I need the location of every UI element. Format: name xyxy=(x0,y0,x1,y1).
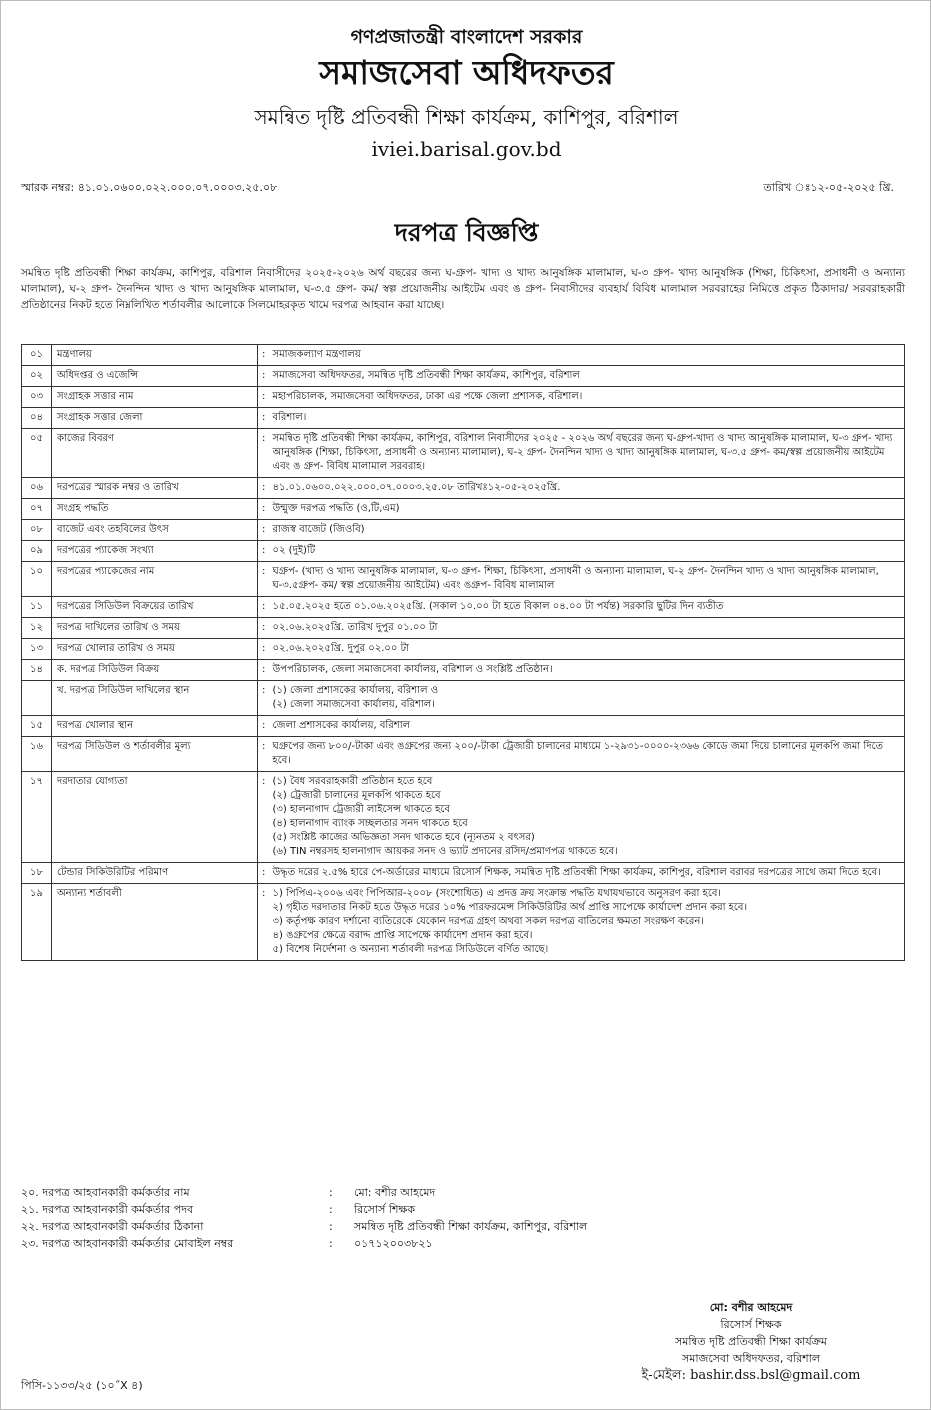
row-value xyxy=(268,429,905,478)
row-value-line: (২) জেলা সমাজসেবা কার্যালয়, বরিশাল। xyxy=(272,699,435,710)
row-label: দরপত্রের প্যাকেজের নাম xyxy=(52,562,258,597)
table-row xyxy=(22,366,905,387)
officer-colon: : xyxy=(329,1186,333,1199)
row-value-line: ১) পিপিএ-২০০৬ এবং পিপিআর-২০০৮ (সংশোধিত) এ প্রদত্ত ক্রয় সংক্রান্ত পদ্ধতি যথাযথভাবে অনুসরণ করা হবে। xyxy=(272,888,721,899)
row-number: ০২ xyxy=(22,366,52,387)
table-row xyxy=(22,499,905,520)
row-number: ০৬ xyxy=(22,478,52,499)
table-row xyxy=(22,737,905,772)
table-row xyxy=(22,660,905,681)
table-row xyxy=(22,863,905,884)
row-value-line: (৩) হালনাগাদ ট্রেজারী লাইসেন্স থাকতে হবে xyxy=(272,804,451,815)
row-value xyxy=(268,562,905,597)
row-value-line: ৩) কর্তৃপক্ষ কারণ দর্শানো ব্যতিরেকে যেকোন দরপত্র গ্রহণ অথবা সকল দরপত্র বাতিলের ক্ষমতা সংরক্ষণ করেন। xyxy=(272,916,704,927)
row-label: দরপত্রের প্যাকেজ সংখ্যা xyxy=(52,541,258,562)
officer-value: সমন্বিত দৃষ্টি প্রতিবন্ধী শিক্ষা কার্যক্রম, কাশিপুর, বরিশাল xyxy=(354,1220,588,1233)
row-value xyxy=(268,541,905,562)
table-row xyxy=(22,772,905,863)
table-row xyxy=(22,597,905,618)
government-name: গণপ্রজাতন্ত্রী বাংলাদেশ সরকার xyxy=(350,26,583,48)
row-number: ১৬ xyxy=(22,737,52,772)
row-number: ০৫ xyxy=(22,429,52,478)
officer-label: ২১. দরপত্র আহবানকারী কর্মকর্তার পদব xyxy=(21,1203,194,1216)
row-value-line: ঘগ্রুপের জন্য ৮০০/-টাকা এবং ঙগ্রুপের জন্য ২০০/-টাকা ট্রেজারী চালানের মাধ্যমে ১-২৯৩১-০০০০-২৩৬৬ কোডে জমা দিয়ে চালানের মূলকপি জমা দিতে হবে। xyxy=(272,741,883,766)
row-colon: : xyxy=(258,478,268,499)
row-value-line: ২) গৃহীত দরদাতার নিকট হতে উদ্ধৃত দরের ১০% পারফরমেন্স সিকিউরিটির অর্থ প্রাপ্তি সাপেক্ষে কার্যাদেশ প্রদান করা হবে। xyxy=(272,902,748,913)
row-value-line: রাজস্ব বাজেট (জিওবি) xyxy=(272,524,365,535)
row-number: ১১ xyxy=(22,597,52,618)
row-value-line: ঘগ্রুপ- (খাদ্য ও খাদ্য আনুষঙ্গিক মালামাল, ঘ-৩ গ্রুপ- শিক্ষা, চিকিৎসা, প্রসাধনী ও অন্যান্য মালামাল, ঘ-২ গ্রুপ- দৈনন্দিন খাদ্য ও খাদ্য আনুষঙ্গিক মালামাল, ঘ-৩.৫গ্রুপ- কম/ স্বল্প প্রয়োজনীয় আইটেম) এবং ঙগ্রুপ- বিবিধ মালামাল xyxy=(272,566,879,591)
row-number: ১৯ xyxy=(22,884,52,961)
table-row xyxy=(22,884,905,961)
row-value-line: মহাপরিচালক, সমাজসেবা অধিদফতর, ঢাকা এর পক্ষে জেলা প্রশাসক, বরিশাল। xyxy=(272,391,583,402)
row-value-line: উদ্ধৃত দরের ২.৫% হারে পে-অর্ডারের মাধ্যমে রিসোর্স শিক্ষক, সমন্বিত দৃষ্টি প্রতিবন্ধী শিক্ষা কার্যক্রম, কাশিপুর, বরিশাল বরাবর দরপত্রের সাথে জমা দিতে হবে। xyxy=(272,867,881,878)
row-label: দরপত্র খোলার স্থান xyxy=(52,716,258,737)
row-value-line: ০২ (দুই)টি xyxy=(272,545,316,556)
row-value-line: উপপরিচালক, জেলা সমাজসেবা কার্যালয়, বরিশাল ও সংশ্লিষ্ট প্রতিষ্ঠান। xyxy=(272,664,553,675)
tender-details-table xyxy=(21,344,905,961)
row-value-line: ০২.০৬.২০২৫খ্রি. তারিখ দুপুর ০১.০০ টা xyxy=(272,622,438,633)
row-value xyxy=(268,499,905,520)
row-number: ০৮ xyxy=(22,520,52,541)
row-value-line: ৫) বিশেষ নির্দেশনা ও অন্যান্য শর্তাবলী দরপত্র সিডিউলে বর্ণিত আছে। xyxy=(272,944,549,955)
signatory-program: সমন্বিত দৃষ্টি প্রতিবন্ধী শিক্ষা কার্যক্রম xyxy=(675,1335,827,1348)
row-colon: : xyxy=(258,387,268,408)
row-label: দরপত্রের সিডিউল বিক্রয়ের তারিখ xyxy=(52,597,258,618)
signatory-name: মো: বশীর আহমেদ xyxy=(709,1301,793,1314)
row-value xyxy=(268,387,905,408)
row-value-line: উন্মুক্ত দরপত্র পদ্ধতি (ও,টি,এম) xyxy=(272,503,400,514)
row-value xyxy=(268,716,905,737)
table-row xyxy=(22,345,905,366)
signature-block xyxy=(591,1299,911,1384)
row-label: দরপত্র খোলার তারিখ ও সময় xyxy=(52,639,258,660)
officer-colon: : xyxy=(329,1220,333,1233)
row-value xyxy=(268,366,905,387)
row-number: ১২ xyxy=(22,618,52,639)
officer-label: ২০. দরপত্র আহবানকারী কর্মকর্তার নাম xyxy=(21,1186,190,1199)
row-value xyxy=(268,478,905,499)
intro-paragraph: সমন্বিত দৃষ্টি প্রতিবন্ধী শিক্ষা কার্যক্রম, কাশিপুর, বরিশাল নিবাসীদের ২০২৫-২০২৬ অর্থ বছরের জন্য ঘ-গ্রুপ- খাদ্য ও খাদ্য আনুষঙ্গিক মালামাল, ঘ-৩ গ্রুপ- খাদ্য আনুষঙ্গিক (শিক্ষা, চিকিৎসা, প্রসাধনী ও অন্যান্য মালামাল), ঘ-২ গ্রুপ- দৈনন্দিন খাদ্য ও খাদ্য আনুষঙ্গিক মালামাল, ঘ-৩.৫ গ্রুপ- কম/ স্বল্প প্রয়োজনীয় আইটেম এবং ঙ গ্রুপ- নিবাসীদের ব্যবহার্য বিবিধ মালামাল সরবরাহের নিমিত্তে প্রকৃত ঠিকাদার/ সরবরাহকারী প্রতিষ্ঠানের নিকট হতে নিম্নলিখিত শর্তাবলীর আলোকে সিলমোহরকৃত খামে দরপত্র আহবান করা যাচ্ছে। xyxy=(21,267,905,311)
officer-row xyxy=(21,1235,587,1252)
row-colon: : xyxy=(258,408,268,429)
row-label: ক. দরপত্র সিডিউল বিক্রয় xyxy=(52,660,258,681)
row-colon: : xyxy=(258,520,268,541)
row-number: ১৪ xyxy=(22,660,52,681)
row-colon: : xyxy=(258,681,268,716)
table-row xyxy=(22,408,905,429)
page-title: দরপত্র বিজ্ঞপ্তি xyxy=(394,218,539,247)
row-value xyxy=(268,660,905,681)
row-colon: : xyxy=(258,716,268,737)
table-row xyxy=(22,639,905,660)
row-number: ০১ xyxy=(22,345,52,366)
row-label: দরপত্র সিডিউল ও শর্তাবলীর মূল্য xyxy=(52,737,258,772)
row-colon: : xyxy=(258,429,268,478)
row-colon: : xyxy=(258,618,268,639)
signatory-designation: রিসোর্স শিক্ষক xyxy=(720,1318,782,1331)
row-value xyxy=(268,520,905,541)
table-row xyxy=(22,520,905,541)
table-row xyxy=(22,618,905,639)
officer-colon: : xyxy=(329,1203,333,1216)
row-value-line: ৪১.০১.০৬০০.০২২.০০০.০৭.০০০৩.২৫.০৮ তারিখঃ১২-০৫-২০২৫খ্রি. xyxy=(272,482,561,493)
row-colon: : xyxy=(258,345,268,366)
table-row xyxy=(22,681,905,716)
officer-colon: : xyxy=(329,1237,333,1250)
row-value xyxy=(268,597,905,618)
officer-row xyxy=(21,1201,587,1218)
row-value xyxy=(268,737,905,772)
row-number: ০৯ xyxy=(22,541,52,562)
row-value-line: (৬) TIN নম্বরসহ হালনাগাদ আয়কর সনদ ও ভ্যাট প্রদানের রসিদ/প্রমাণপত্র থাকতে হবে। xyxy=(272,846,618,857)
row-colon: : xyxy=(258,597,268,618)
memo-number: স্মারক নম্বর: ৪১.০১.০৬০০.০২২.০০০.০৭.০০০৩.২৫.০৮ xyxy=(21,181,278,194)
table-row xyxy=(22,387,905,408)
officer-label: ২২. দরপত্র আহবানকারী কর্মকর্তার ঠিকানা xyxy=(21,1220,204,1233)
row-number: ১০ xyxy=(22,562,52,597)
row-value xyxy=(268,681,905,716)
row-colon: : xyxy=(258,366,268,387)
row-label: দরদাতার যোগ্যতা xyxy=(52,772,258,863)
row-value xyxy=(268,345,905,366)
row-value-line: বরিশাল। xyxy=(272,412,307,423)
row-number: ১৫ xyxy=(22,716,52,737)
row-colon: : xyxy=(258,562,268,597)
row-number: ০৭ xyxy=(22,499,52,520)
officer-details xyxy=(21,1184,587,1252)
row-label: দরপত্র দাখিলের তারিখ ও সময় xyxy=(52,618,258,639)
row-label: কাজের বিবরণ xyxy=(52,429,258,478)
row-value xyxy=(268,618,905,639)
table-row xyxy=(22,562,905,597)
program-name: সমন্বিত দৃষ্টি প্রতিবন্ধী শিক্ষা কার্যক্রম, কাশিপুর, বরিশাল xyxy=(254,105,679,129)
officer-value: ০১৭১২০০৩৮২১ xyxy=(354,1237,433,1250)
row-colon: : xyxy=(258,639,268,660)
officer-value: মো: বশীর আহমেদ xyxy=(354,1186,436,1199)
signatory-email[interactable]: ই-মেইল: bashir.dss.bsl@gmail.com xyxy=(641,1368,861,1383)
row-label: সংগ্রহ পদ্ধতি xyxy=(52,499,258,520)
row-value-line: ১৫.০৫.২০২৫ হতে ০১.০৬.২০২৫খ্রি. (সকাল ১০.০০ টা হতে বিকাল ০৪.০০ টা পর্যন্ত) সরকারি ছুটির দিন ব্যতীত xyxy=(272,601,724,612)
table-row xyxy=(22,429,905,478)
row-label: অন্যান্য শর্তাবলী xyxy=(52,884,258,961)
row-label: অধিদপ্তর ও এজেন্সি xyxy=(52,366,258,387)
row-label: মন্ত্রণালয় xyxy=(52,345,258,366)
row-label: সংগ্রাহক সত্তার জেলা xyxy=(52,408,258,429)
row-value xyxy=(268,884,905,961)
pc-reference: পিসি-১১৩৩/২৫ (১০˝X ৪) xyxy=(21,1379,143,1392)
row-colon: : xyxy=(258,541,268,562)
row-label: বাজেট এবং তহবিলের উৎস xyxy=(52,520,258,541)
row-colon: : xyxy=(258,737,268,772)
row-value-line: সমাজকল্যাণ মন্ত্রণালয় xyxy=(272,349,361,360)
row-value xyxy=(268,863,905,884)
row-colon: : xyxy=(258,499,268,520)
row-colon: : xyxy=(258,772,268,863)
row-value-line: সমাজসেবা অধিদফতর, সমন্বিত দৃষ্টি প্রতিবন্ধী শিক্ষা কার্যক্রম, কাশিপুর, বরিশাল xyxy=(272,370,580,381)
row-colon: : xyxy=(258,863,268,884)
row-value xyxy=(268,772,905,863)
department-name: সমাজসেবা অধিদফতর xyxy=(319,53,614,92)
row-number: ১৮ xyxy=(22,863,52,884)
row-number xyxy=(22,681,52,716)
row-value-line: ০২.০৬.২০২৫খ্রি. দুপুর ০২.০০ টা xyxy=(272,643,409,654)
row-number: ১৭ xyxy=(22,772,52,863)
officer-row xyxy=(21,1218,587,1235)
row-colon: : xyxy=(258,660,268,681)
row-value-line: (৫) সংশ্লিষ্ট কাজের অভিজ্ঞতা সনদ থাকতে হবে (ন্যূনতম ২ বৎসর) xyxy=(272,832,535,843)
row-value-line: (৪) হালনাগাদ ব্যাংক সচ্ছলতার সনদ থাকতে হবে xyxy=(272,818,468,829)
notice-date: তারিখ ঃ১২-০৫-২০২৫ খ্রি. xyxy=(763,181,894,194)
officer-row xyxy=(21,1184,587,1201)
row-value xyxy=(268,639,905,660)
row-value-line: জেলা প্রশাসকের কার্যালয়, বরিশাল xyxy=(272,720,411,731)
row-value xyxy=(268,408,905,429)
row-label: খ. দরপত্র সিডিউল দাখিলের স্থান xyxy=(52,681,258,716)
row-number: ০৩ xyxy=(22,387,52,408)
table-row xyxy=(22,716,905,737)
table-row xyxy=(22,541,905,562)
row-label: দরপত্রের স্মারক নম্বর ও তারিখ xyxy=(52,478,258,499)
row-value-line: (১) জেলা প্রশাসকের কার্যালয়, বরিশাল ও xyxy=(272,685,439,696)
row-colon: : xyxy=(258,884,268,961)
row-number: ১৩ xyxy=(22,639,52,660)
table-row xyxy=(22,478,905,499)
signatory-office: সমাজসেবা অধিদফতর, বরিশাল xyxy=(681,1352,821,1365)
row-number: ০৪ xyxy=(22,408,52,429)
officer-value: রিসোর্স শিক্ষক xyxy=(354,1203,416,1216)
row-label: সংগ্রাহক সত্তার নাম xyxy=(52,387,258,408)
row-label: টেন্ডার সিকিউরিটির পরিমাণ xyxy=(52,863,258,884)
row-value-line: সমন্বিত দৃষ্টি প্রতিবন্ধী শিক্ষা কার্যক্রম, কাশিপুর, বরিশাল নিবাসীদের ২০২৫ - ২০২৬ অর্থ বছরের জন্য ঘ-গ্রুপ-খাদ্য ও খাদ্য আনুষঙ্গিক মালামাল, ঘ-৩ গ্রুপ- খাদ্য আনুষঙ্গিক (শিক্ষা, চিকিৎসা, প্রসাধনী ও অন্যান্য মালামাল), ঘ-২ গ্রুপ- দৈনন্দিন খাদ্য ও খাদ্য আনুষঙ্গিক মালামাল, ঘ-৩.৫ গ্রুপ- কম/স্বল্প প্রয়োজনীয় আইটেম এবং ঙ গ্রুপ- বিবিধ মালামাল সরবরাহ। xyxy=(272,433,893,472)
row-value-line: (২) ট্রেজারী চালানের মূলকপি থাকতে হবে xyxy=(272,790,441,801)
row-value-line: ৪) ঙগ্রুপের ক্ষেত্রে বরাদ্দ প্রাপ্তি সাপেক্ষে কার্যাদেশ প্রদান করা হবে। xyxy=(272,930,533,941)
row-value-line: (১) বৈধ সরবরাহকারী প্রতিষ্ঠান হতে হবে xyxy=(272,776,433,787)
officer-label: ২৩. দরপত্র আহবানকারী কর্মকর্তার মোবাইল নম্বর xyxy=(21,1237,234,1250)
website-link[interactable]: iviei.barisal.gov.bd xyxy=(371,137,562,161)
